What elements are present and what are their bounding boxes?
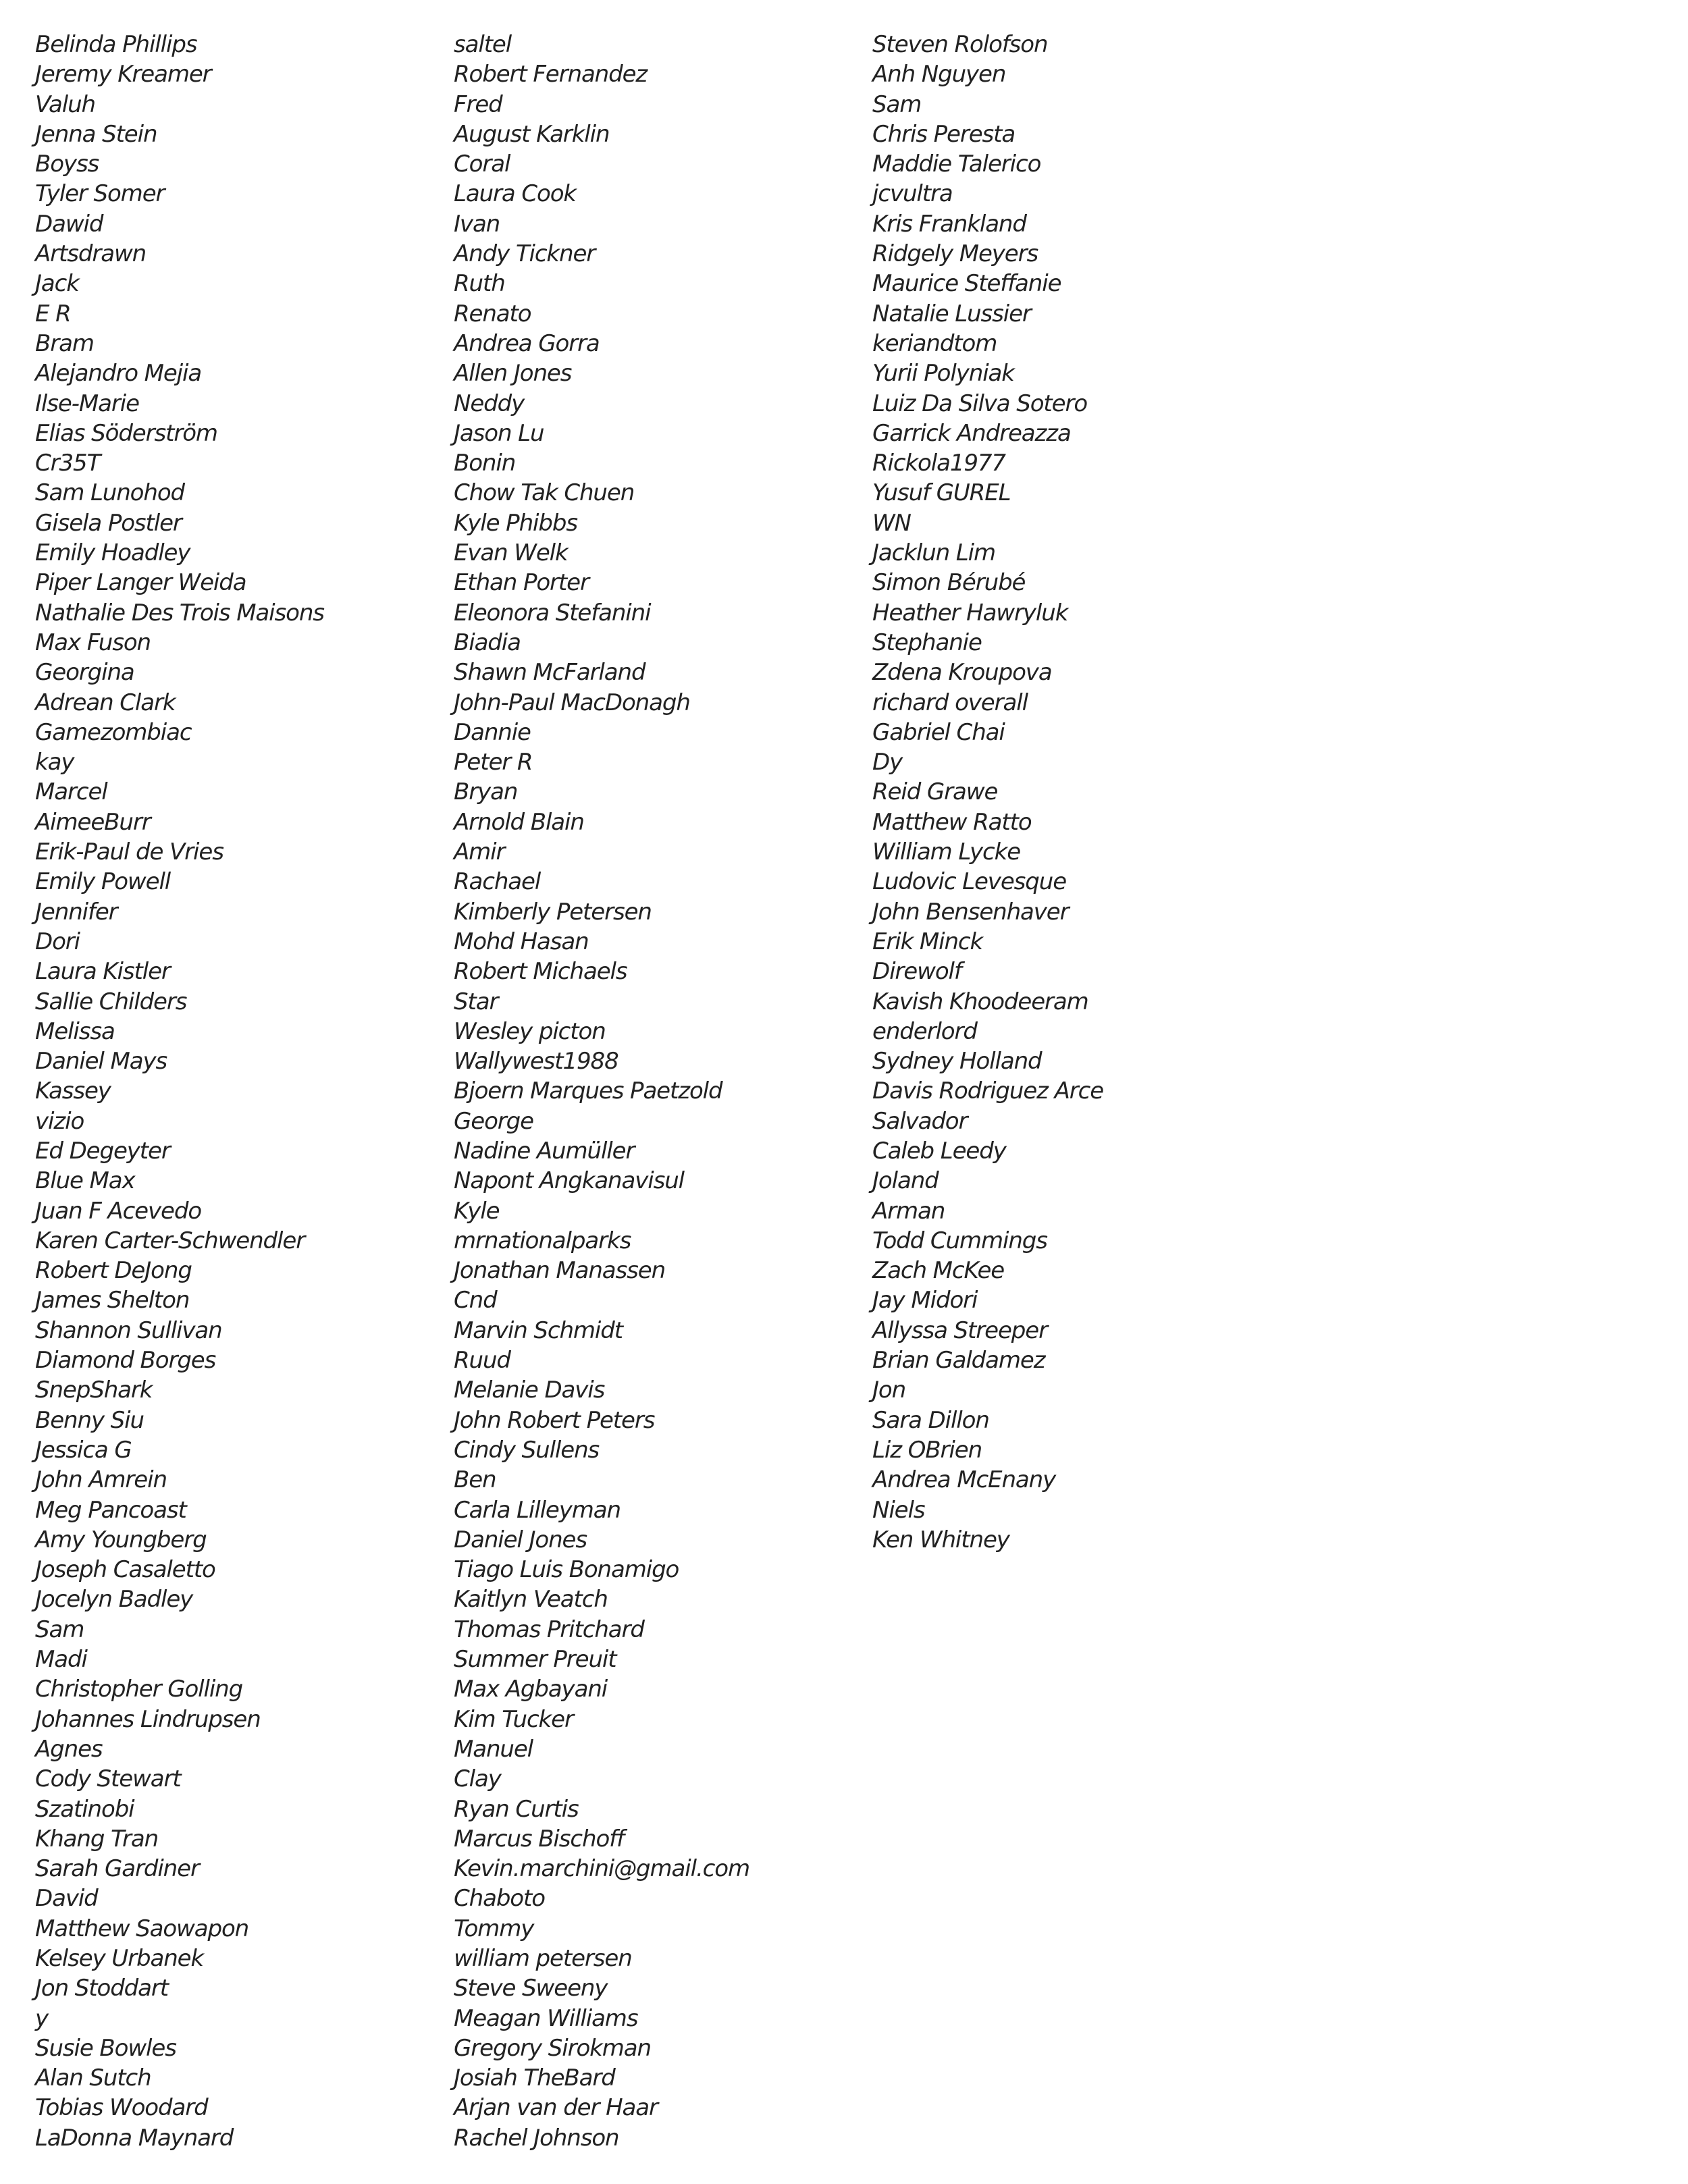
- name-entry: Kyle: [454, 1197, 500, 1225]
- name-entry: Simon Bérubé: [872, 569, 1026, 597]
- name-entry: Amy Youngberg: [35, 1526, 207, 1553]
- name-entry: Meg Pancoast: [35, 1496, 186, 1524]
- name-entry: Andy Tickner: [454, 240, 596, 268]
- name-entry: keriandtom: [872, 329, 997, 357]
- name-entry: John-Paul MacDonagh: [454, 689, 690, 716]
- name-entry: Agnes: [35, 1735, 103, 1763]
- name-entry: Cindy Sullens: [454, 1436, 600, 1464]
- name-entry: Clay: [454, 1765, 501, 1793]
- name-entry: Kevin.marchini@gmail.com: [454, 1855, 749, 1883]
- name-column-3: [872, 30, 1103, 1555]
- name-entry: Sam Lunohod: [35, 479, 185, 507]
- name-entry: Ken Whitney: [872, 1526, 1009, 1553]
- name-entry: Sarah Gardiner: [35, 1855, 199, 1883]
- name-entry: Sara Dillon: [872, 1406, 989, 1434]
- name-entry: Boyss: [35, 151, 99, 178]
- name-entry: WN: [872, 509, 911, 537]
- name-entry: Ruth: [454, 270, 505, 298]
- name-entry: Emily Hoadley: [35, 539, 190, 567]
- name-entry: Thomas Pritchard: [454, 1616, 644, 1643]
- name-entry: Sam: [872, 90, 922, 118]
- name-entry: Ryan Curtis: [454, 1795, 579, 1823]
- name-entry: Nadine Aumüller: [454, 1137, 635, 1165]
- name-entry: Robert Fernandez: [454, 61, 648, 88]
- name-entry: Niels: [872, 1496, 925, 1524]
- name-entry: Blue Max: [35, 1167, 135, 1195]
- name-entry: Dannie: [454, 718, 531, 746]
- name-entry: Renato: [454, 300, 531, 327]
- name-entry: Cnd: [454, 1287, 497, 1314]
- name-column-2: [454, 30, 749, 2153]
- name-entry: Max Agbayani: [454, 1676, 608, 1703]
- name-entry: Nathalie Des Trois Maisons: [35, 599, 324, 627]
- name-entry: Neddy: [454, 390, 525, 417]
- name-entry: Tobias Woodard: [35, 2094, 208, 2122]
- name-entry: Jocelyn Badley: [35, 1586, 193, 1614]
- name-entry: Tyler Somer: [35, 180, 165, 208]
- name-entry: Arman: [872, 1197, 945, 1225]
- name-entry: Mohd Hasan: [454, 928, 589, 955]
- name-entry: Joseph Casaletto: [35, 1556, 215, 1584]
- name-entry: Kim Tucker: [454, 1705, 573, 1733]
- name-entry: Summer Preuit: [454, 1646, 616, 1674]
- name-entry: Gabriel Chai: [872, 718, 1005, 746]
- name-entry: Gamezombiac: [35, 718, 192, 746]
- name-entry: Allyssa Streeper: [872, 1316, 1047, 1344]
- name-entry: Andrea McEnany: [872, 1466, 1056, 1494]
- name-entry: George: [454, 1107, 533, 1135]
- name-entry: y: [35, 2004, 49, 2032]
- name-entry: John Robert Peters: [454, 1406, 655, 1434]
- name-entry: Chaboto: [454, 1885, 545, 1913]
- name-entry: Jacklun Lim: [872, 539, 996, 567]
- name-entry: Salvador: [872, 1107, 968, 1135]
- name-entry: jcvultra: [872, 180, 953, 208]
- name-entry: Gregory Sirokman: [454, 2034, 651, 2062]
- name-entry: Marvin Schmidt: [454, 1316, 623, 1344]
- name-entry: Robert DeJong: [35, 1257, 192, 1285]
- name-entry: Christopher Golling: [35, 1676, 243, 1703]
- name-entry: Maurice Steffanie: [872, 270, 1061, 298]
- name-entry: Napont Angkanavisul: [454, 1167, 685, 1195]
- name-entry: Kyle Phibbs: [454, 509, 577, 537]
- name-entry: AimeeBurr: [35, 808, 151, 836]
- name-entry: Johannes Lindrupsen: [35, 1705, 261, 1733]
- name-entry: Georgina: [35, 659, 134, 687]
- name-entry: Dawid: [35, 210, 103, 238]
- name-entry: Ed Degeyter: [35, 1137, 170, 1165]
- name-entry: Davis Rodriguez Arce: [872, 1077, 1104, 1105]
- name-entry: Ruud: [454, 1347, 510, 1375]
- name-entry: Amir: [454, 838, 505, 866]
- name-entry: Yurii Polyniak: [872, 360, 1014, 388]
- name-entry: Kimberly Petersen: [454, 898, 652, 926]
- name-entry: Khang Tran: [35, 1825, 159, 1853]
- name-entry: Stephanie: [872, 629, 982, 656]
- name-entry: Adrean Clark: [35, 689, 176, 716]
- name-entry: E R: [35, 300, 71, 327]
- name-entry: Reid Grawe: [872, 778, 998, 806]
- name-entry: Eleonora Stefanini: [454, 599, 651, 627]
- name-entry: LaDonna Maynard: [35, 2124, 234, 2152]
- name-entry: Kelsey Urbanek: [35, 1945, 204, 1972]
- name-entry: Benny Siu: [35, 1406, 144, 1434]
- name-entry: SnepShark: [35, 1377, 153, 1404]
- name-entry: Jon: [872, 1377, 906, 1404]
- name-entry: Jessica G: [35, 1436, 132, 1464]
- name-entry: Steve Sweeny: [454, 1975, 608, 2002]
- name-entry: Kavish Khoodeeram: [872, 988, 1088, 1015]
- name-entry: Cr35T: [35, 450, 101, 477]
- name-entry: Ilse-Marie: [35, 390, 139, 417]
- name-entry: Andrea Gorra: [454, 329, 600, 357]
- name-entry: Marcus Bischoff: [454, 1825, 624, 1853]
- name-entry: Ludovic Levesque: [872, 868, 1067, 896]
- name-entry: John Bensenhaver: [872, 898, 1069, 926]
- name-entry: Biadia: [454, 629, 521, 656]
- name-entry: Bjoern Marques Paetzold: [454, 1077, 722, 1105]
- name-entry: Arnold Blain: [454, 808, 584, 836]
- name-entry: Bram: [35, 329, 94, 357]
- name-entry: Carla Lilleyman: [454, 1496, 621, 1524]
- name-entry: Marcel: [35, 778, 107, 806]
- name-entry: Jay Midori: [872, 1287, 978, 1314]
- name-entry: Tommy: [454, 1915, 534, 1942]
- name-entry: Todd Cummings: [872, 1227, 1047, 1254]
- name-entry: Dy: [872, 749, 903, 776]
- name-entry: Fred: [454, 90, 502, 118]
- name-entry: Josiah TheBard: [454, 2065, 615, 2092]
- name-entry: Melissa: [35, 1017, 115, 1045]
- name-entry: Shawn McFarland: [454, 659, 645, 687]
- name-entry: Tiago Luis Bonamigo: [454, 1556, 679, 1584]
- name-entry: Joland: [872, 1167, 939, 1195]
- name-entry: Arjan van der Haar: [454, 2094, 658, 2122]
- name-entry: Garrick Andreazza: [872, 419, 1071, 447]
- name-entry: Emily Powell: [35, 868, 171, 896]
- name-entry: Elias Söderström: [35, 419, 217, 447]
- name-entry: Diamond Borges: [35, 1347, 216, 1375]
- name-entry: Kassey: [35, 1077, 111, 1105]
- name-entry: Chris Peresta: [872, 120, 1016, 148]
- name-entry: Matthew Ratto: [872, 808, 1032, 836]
- name-entry: Ivan: [454, 210, 500, 238]
- name-entry: Kris Frankland: [872, 210, 1026, 238]
- name-entry: Susie Bowles: [35, 2034, 176, 2062]
- name-entry: Bryan: [454, 778, 518, 806]
- name-entry: Alejandro Mejia: [35, 360, 202, 388]
- name-entry: enderlord: [872, 1017, 977, 1045]
- name-entry: Daniel Mays: [35, 1048, 167, 1075]
- name-entry: saltel: [454, 31, 512, 58]
- name-entry: Brian Galdamez: [872, 1347, 1045, 1375]
- name-entry: Coral: [454, 151, 510, 178]
- name-entry: Star: [454, 988, 498, 1015]
- name-entry: Ben: [454, 1466, 496, 1494]
- name-entry: Steven Rolofson: [872, 31, 1048, 58]
- name-entry: Zach McKee: [872, 1257, 1005, 1285]
- name-entry: Juan F Acevedo: [35, 1197, 202, 1225]
- name-entry: Max Fuson: [35, 629, 151, 656]
- name-entry: Artsdrawn: [35, 240, 147, 268]
- name-entry: Rachael: [454, 868, 541, 896]
- name-entry: Melanie Davis: [454, 1377, 605, 1404]
- name-entry: Rachel Johnson: [454, 2124, 619, 2152]
- name-entry: Maddie Talerico: [872, 151, 1041, 178]
- name-entry: william petersen: [454, 1945, 632, 1972]
- name-entry: Valuh: [35, 90, 95, 118]
- name-entry: Shannon Sullivan: [35, 1316, 222, 1344]
- name-entry: Jenna Stein: [35, 120, 157, 148]
- name-entry: Evan Welk: [454, 539, 568, 567]
- name-entry: Allen Jones: [454, 360, 572, 388]
- name-entry: Jonathan Manassen: [454, 1257, 666, 1285]
- name-entry: Kaitlyn Veatch: [454, 1586, 608, 1614]
- name-entry: Robert Michaels: [454, 958, 627, 986]
- name-entry: Ethan Porter: [454, 569, 589, 597]
- name-entry: Sydney Holland: [872, 1048, 1042, 1075]
- name-entry: vizio: [35, 1107, 84, 1135]
- name-entry: Natalie Lussier: [872, 300, 1031, 327]
- name-entry: Karen Carter-Schwendler: [35, 1227, 305, 1254]
- name-entry: Jon Stoddart: [35, 1975, 169, 2002]
- name-entry: Wallywest1988: [454, 1048, 618, 1075]
- name-entry: kay: [35, 749, 74, 776]
- name-entry: Dori: [35, 928, 80, 955]
- name-entry: Yusuf GUREL: [872, 479, 1011, 507]
- name-entry: Caleb Leedy: [872, 1137, 1006, 1165]
- name-entry: Alan Sutch: [35, 2065, 151, 2092]
- name-column-1: [35, 30, 324, 2153]
- name-entry: William Lycke: [872, 838, 1021, 866]
- name-entry: Luiz Da Silva Sotero: [872, 390, 1088, 417]
- name-entry: John Amrein: [35, 1466, 167, 1494]
- name-entry: Direwolf: [872, 958, 961, 986]
- name-entry: Chow Tak Chuen: [454, 479, 635, 507]
- name-entry: Heather Hawryluk: [872, 599, 1068, 627]
- name-entry: richard overall: [872, 689, 1028, 716]
- name-entry: Anh Nguyen: [872, 61, 1006, 88]
- name-entry: Bonin: [454, 450, 516, 477]
- name-entry: Jeremy Kreamer: [35, 61, 211, 88]
- name-entry: Erik-Paul de Vries: [35, 838, 223, 866]
- name-entry: Jason Lu: [454, 419, 544, 447]
- name-entry: Peter R: [454, 749, 533, 776]
- name-entry: Sallie Childers: [35, 988, 187, 1015]
- name-entry: Laura Kistler: [35, 958, 170, 986]
- name-entry: Piper Langer Weida: [35, 569, 246, 597]
- name-entry: August Karklin: [454, 120, 610, 148]
- name-entry: Belinda Phillips: [35, 31, 197, 58]
- name-entry: Manuel: [454, 1735, 533, 1763]
- name-entry: James Shelton: [35, 1287, 190, 1314]
- name-entry: Wesley picton: [454, 1017, 606, 1045]
- name-entry: Cody Stewart: [35, 1765, 181, 1793]
- name-entry: David: [35, 1885, 98, 1913]
- name-entry: Szatinobi: [35, 1795, 134, 1823]
- name-entry: Matthew Saowapon: [35, 1915, 249, 1942]
- name-entry: Madi: [35, 1646, 87, 1674]
- name-entry: Jack: [35, 270, 79, 298]
- name-entry: Gisela Postler: [35, 509, 182, 537]
- name-entry: Sam: [35, 1616, 84, 1643]
- name-entry: Zdena Kroupova: [872, 659, 1052, 687]
- name-entry: Daniel Jones: [454, 1526, 587, 1553]
- name-entry: Laura Cook: [454, 180, 576, 208]
- name-entry: Liz OBrien: [872, 1436, 982, 1464]
- name-entry: mrnationalparks: [454, 1227, 631, 1254]
- name-entry: Rickola1977: [872, 450, 1005, 477]
- name-entry: Erik Minck: [872, 928, 983, 955]
- name-entry: Jennifer: [35, 898, 117, 926]
- name-entry: Ridgely Meyers: [872, 240, 1038, 268]
- name-entry: Meagan Williams: [454, 2004, 638, 2032]
